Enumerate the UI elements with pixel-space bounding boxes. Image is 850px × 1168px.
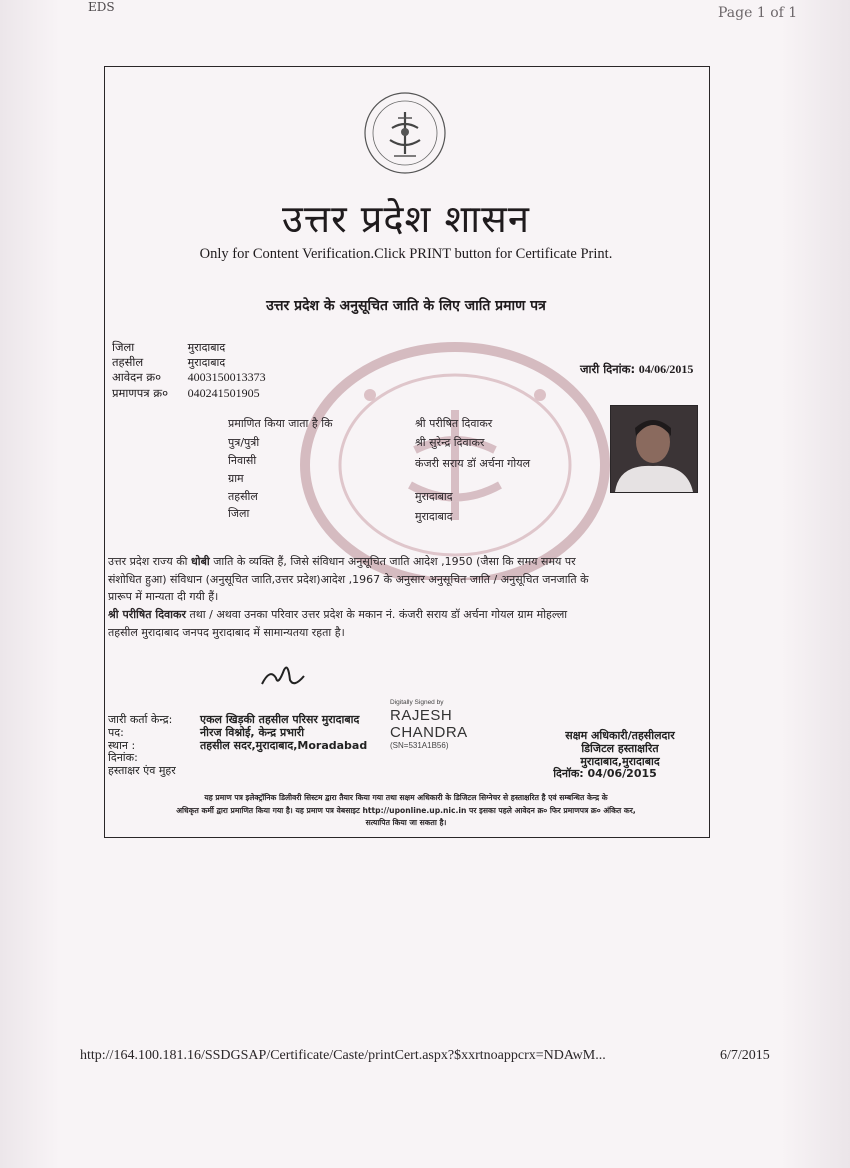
authority-digital: डिजिटल हस्ताक्षरित (581, 742, 659, 755)
field-value-tehsil: मुरादाबाद (415, 490, 453, 503)
field-value-residence: कंजरी सराय डॉ अर्चना गोयल (415, 457, 531, 470)
certificate-title: उत्तर प्रदेश शासन (282, 197, 530, 241)
issue-date-label: जारी दिनांक: (580, 362, 636, 376)
meta-district (112, 340, 225, 355)
certificate-body-para-2 (108, 606, 688, 641)
issuer-date-label: दिनांक: (108, 751, 138, 764)
body-text: प्रारूप में मान्यता दी गयी हैं। (108, 590, 219, 603)
up-emblem-icon (362, 90, 448, 176)
body-text: संशोधित हुआ) संविधान (अनुसूचित जाति,उत्तर प्रदेश)आदेश ,1967 के अनुसार अनुसूचित जाति / अनुसूचित जनजाति के (108, 572, 589, 586)
authority-date-label: दिनॉक: (553, 767, 584, 780)
meta-value: 040241501905 (187, 386, 260, 400)
body-text: तहसील मुरादाबाद जनपद मुरादाबाद में सामान्यतया रहता है। (108, 625, 345, 639)
digitally-signed-label: Digitally Signed by (390, 699, 444, 706)
issue-date-value: 04/06/2015 (638, 362, 694, 376)
body-text: तथा / अथवा उनका परिवार उत्तर प्रदेश के मकान नं. कंजरी सराय डॉ अर्चना गोयल ग्राम मोहल्ला (185, 608, 568, 621)
issuer-center-value: एकल खिड़की तहसील परिसर मुरादाबाद (200, 713, 360, 726)
footer-note-line: यह प्रमाण पत्र इलेक्ट्रॉनिक डिलीवरी सिस्टम द्वारा तैयार किया गया तथा सक्षम अधिकारी के डिजिटल सिग्नेचर से हस्ताक्षरित है एवं सम्बन्धित केन्द्र के (204, 793, 608, 802)
handwritten-signature (258, 658, 308, 692)
seal-label: हस्ताक्षर एंव मुहर (108, 764, 176, 777)
print-date: 6/7/2015 (720, 1048, 770, 1063)
authority-location: मुरादाबाद,मुरादाबाद (580, 755, 660, 768)
meta-label: आवेदन क्र० (112, 370, 162, 384)
authority-title: सक्षम अधिकारी/तहसीलदार (565, 729, 675, 742)
field-label: ग्राम (228, 472, 244, 485)
header-left-label: EDS (88, 0, 115, 14)
field-value-district: मुरादाबाद (415, 510, 453, 523)
meta-label: जिला (112, 340, 135, 354)
certificate-subtitle: उत्तर प्रदेश के अनुसूचित जाति के लिए जाति प्रमाण पत्र (266, 298, 546, 314)
person-photo-icon (611, 406, 697, 492)
meta-value: मुरादाबाद (187, 341, 226, 354)
holder-name: श्री परीषित दिवाकर (108, 608, 186, 621)
issuer-post-label: पद: (108, 726, 124, 739)
field-label: प्रमाणित किया जाता है कि (228, 417, 333, 430)
page-number: Page 1 of 1 (718, 5, 798, 21)
body-text: उत्तर प्रदेश राज्य की (108, 555, 192, 568)
field-value-parent: श्री सुरेन्द्र दिवाकर (415, 436, 485, 449)
verification-notice: Only for Content Verification.Click PRINT button for Certificate Print. (199, 246, 613, 262)
print-url: http://164.100.181.16/SSDGSAP/Certificate/Caste/printCert.aspx?$xxrtnoappcrx=NDAwM... (80, 1048, 606, 1063)
meta-label: प्रमाणपत्र क्र० (112, 386, 169, 400)
applicant-photo (610, 405, 698, 493)
issuer-post-value: नीरज विश्नोई, केन्द्र प्रभारी (200, 726, 305, 739)
caste-name: धोबी (191, 555, 210, 568)
signer-name-line: CHANDRA (390, 724, 468, 741)
meta-value: 4003150013373 (187, 370, 266, 384)
certificate-body-para-1 (108, 553, 688, 606)
authority-date (525, 766, 685, 781)
meta-application-no (112, 370, 266, 385)
meta-certificate-no (112, 386, 260, 401)
issuer-place-label: स्थान : (108, 739, 136, 752)
signature-serial: (SN=531A1B56) (390, 741, 449, 750)
issue-date (580, 362, 693, 377)
field-value-name: श्री परीषित दिवाकर (415, 417, 493, 430)
issuer-center-label: जारी कर्ता केन्द्र: (108, 713, 173, 726)
issuer-place-value: तहसील सदर,मुरादाबाद,Moradabad (200, 739, 368, 752)
field-label: पुत्र/पुत्री (228, 436, 260, 449)
footer-verification-note (110, 792, 702, 830)
footer-note-line: अधिकृत कर्मी द्वारा प्रमाणित किया गया है। यह प्रमाण पत्र वेबसाइट http://uponline.up.nic.in पर इसका पहले आवेदन क्र० फिर प्रमाणपत्र क्र० अंकित कर, (176, 805, 636, 815)
body-text: जाति के व्यक्ति हैं, जिसे संविधान अनुसूचित जाति आदेश ,1950 (जैसा कि समय समय पर (209, 555, 576, 568)
field-label: तहसील (228, 490, 258, 503)
footer-note-line: सत्यापित किया जा सकता है। (365, 818, 447, 827)
meta-tehsil (112, 355, 225, 370)
field-label: निवासी (228, 454, 257, 467)
meta-value: मुरादाबाद (187, 356, 226, 369)
meta-label: तहसील (112, 355, 144, 369)
authority-date-value: 04/06/2015 (587, 767, 657, 780)
signer-name (390, 707, 468, 741)
field-label: जिला (228, 507, 250, 520)
signer-name-line: RAJESH (390, 707, 453, 724)
